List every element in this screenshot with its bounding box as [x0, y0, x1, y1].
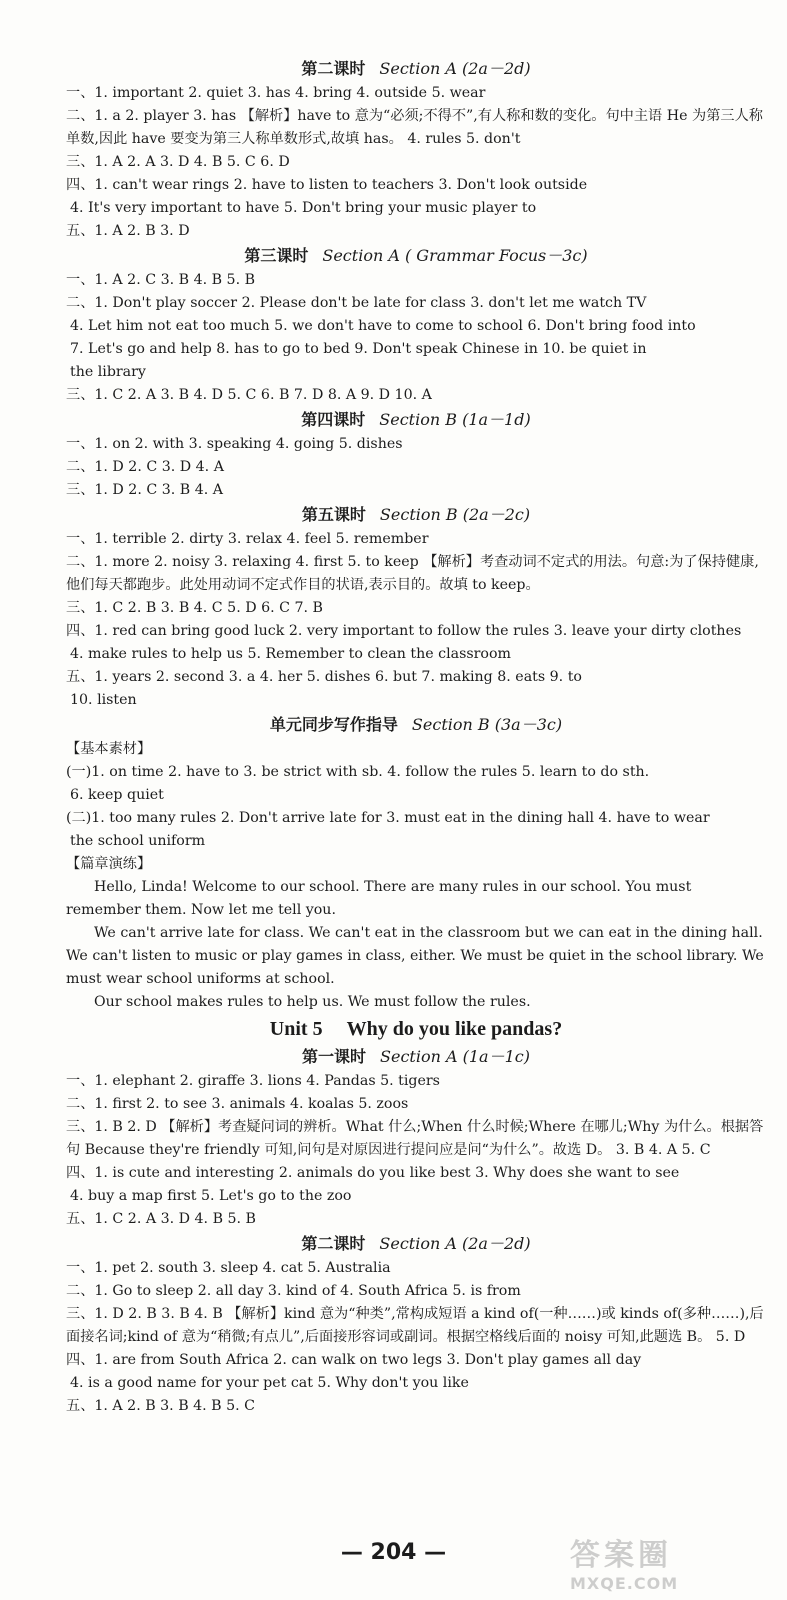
lesson-title: 第三课时: [244, 246, 309, 265]
lesson-title: 第二课时: [301, 1234, 366, 1253]
section-label: Section A (1a－1c): [380, 1047, 530, 1066]
answer-line: 五、1. A 2. B 3. B 4. B 5. C: [66, 1398, 256, 1414]
lesson-title: 第五课时: [301, 505, 366, 524]
essay-paragraph: Hello, Linda! Welcome to our school. There are many rules in our school. You must remember them. Now let me tell you.: [66, 879, 692, 918]
section-heading: [66, 1044, 766, 1070]
answer-line: 二、1. first 2. to see 3. animals 4. koalas 5. zoos: [66, 1096, 409, 1112]
lesson-title: 第四课时: [301, 410, 366, 429]
answer-line: 一、1. important 2. quiet 3. has 4. bring 4. outside 5. wear: [66, 85, 486, 101]
answer-line: 五、1. years 2. second 3. a 4. her 5. dishes 6. but 7. making 8. eats 9. to: [66, 669, 582, 685]
answer-line: 五、1. A 2. B 3. D: [66, 223, 190, 239]
section-label: Section B (1a－1d): [379, 410, 531, 429]
answer-line: 三、1. C 2. B 3. B 4. C 5. D 6. C 7. B: [66, 600, 323, 616]
answer-line: 二、1. D 2. C 3. D 4. A: [66, 459, 224, 475]
answer-line: 6. keep quiet: [70, 787, 164, 803]
answer-line: 7. Let's go and help 8. has to go to bed 9. Don't speak Chinese in 10. be quiet in: [70, 341, 647, 357]
answer-line: 10. listen: [70, 692, 137, 708]
section-label: Section A (2a－2d): [379, 59, 531, 78]
answer-line: 4. is a good name for your pet cat 5. Why don't you like: [70, 1375, 469, 1391]
answer-line: the school uniform: [70, 833, 206, 849]
lesson-title: 第一课时: [302, 1047, 367, 1066]
answer-line: 4. It's very important to have 5. Don't bring your music player to: [70, 200, 537, 216]
answer-line: 4. make rules to help us 5. Remember to clean the classroom: [70, 646, 511, 662]
section-heading: [66, 502, 766, 528]
answer-line: 四、1. is cute and interesting 2. animals do you like best 3. Why does she want to see: [66, 1165, 680, 1181]
answer-line: 二、1. Don't play soccer 2. Please don't be late for class 3. don't let me watch TV: [66, 295, 647, 311]
page-number: — 204 —: [340, 1540, 447, 1565]
answer-line: 一、1. pet 2. south 3. sleep 4. cat 5. Australia: [66, 1260, 391, 1276]
answer-content: [66, 56, 766, 1418]
section-label: Section B (3a－3c): [411, 715, 563, 734]
answer-line: the library: [70, 364, 146, 380]
answer-line: 【基本素材】: [66, 741, 152, 757]
answer-line: 三、1. A 2. A 3. D 4. B 5. C 6. D: [66, 154, 290, 170]
section-heading: [66, 712, 766, 738]
answer-line: 二、1. more 2. noisy 3. relaxing 4. first 5. to keep 【解析】考查动词不定式的用法。句意:为了保持健康,他们每天都跑步。此处用动词不定式作目的状语,表示目的。故填 to keep。: [66, 554, 759, 593]
unit-label: Unit 5: [269, 1018, 323, 1040]
lesson-title: 单元同步写作指导: [269, 715, 398, 734]
answer-line: 四、1. can't wear rings 2. have to listen to teachers 3. Don't look outside: [66, 177, 588, 193]
section-label: Section A (2a－2d): [379, 1234, 531, 1253]
answer-line: 三、1. D 2. B 3. B 4. B 【解析】kind 意为“种类”,常构成短语 a kind of(一种……)或 kinds of(多种……),后面接名词;kind of 意为“稍微;有点儿”,后面接形容词或副词。根据空格线后面的 noisy 可知,此题选 B。 5. D: [66, 1306, 764, 1345]
answer-line: 【篇章演练】: [66, 856, 152, 872]
answer-line: 二、1. Go to sleep 2. all day 3. kind of 4. South Africa 5. is from: [66, 1283, 521, 1299]
section-heading: [66, 243, 766, 269]
watermark-logo: 答案圈 MXQE.COM: [570, 1538, 679, 1593]
answer-line: 一、1. on 2. with 3. speaking 4. going 5. dishes: [66, 436, 403, 452]
essay-paragraph: Our school makes rules to help us. We must follow the rules.: [94, 994, 531, 1010]
answer-line: (二)1. too many rules 2. Don't arrive late for 3. must eat in the dining hall 4. have to wear: [66, 810, 710, 826]
unit-title: [66, 1014, 766, 1044]
answer-line: 4. buy a map first 5. Let's go to the zoo: [70, 1188, 352, 1204]
answer-line: (一)1. on time 2. have to 3. be strict with sb. 4. follow the rules 5. learn to do sth.: [66, 764, 650, 780]
answer-line: 一、1. terrible 2. dirty 3. relax 4. feel 5. remember: [66, 531, 429, 547]
answer-line: 三、1. B 2. D 【解析】考查疑问词的辨析。What 什么;When 什么时候;Where 在哪儿;Why 为什么。根据答句 Because they're friendly 可知,问句是对原因进行提问应是问“为什么”。故选 D。 3. B 4. A 5. C: [66, 1119, 764, 1158]
answer-line: 三、1. C 2. A 3. B 4. D 5. C 6. B 7. D 8. A 9. D 10. A: [66, 387, 432, 403]
answer-line: 一、1. A 2. C 3. B 4. B 5. B: [66, 272, 256, 288]
section-heading: [66, 56, 766, 82]
answer-line: 4. Let him not eat too much 5. we don't have to come to school 6. Don't bring food into: [70, 318, 696, 334]
unit-name: Why do you like pandas?: [346, 1018, 563, 1040]
answer-line: 四、1. red can bring good luck 2. very important to follow the rules 3. leave your dirty clothes: [66, 623, 742, 639]
section-heading: [66, 1231, 766, 1257]
answer-line: 四、1. are from South Africa 2. can walk on two legs 3. Don't play games all day: [66, 1352, 642, 1368]
section-label: Section B (2a－2c): [379, 505, 531, 524]
section-heading: [66, 407, 766, 433]
essay-paragraph: We can't arrive late for class. We can't eat in the classroom but we can eat in the dining hall. We can't listen to music or play games in class, either. We must be quiet in the school library. We must wear school uniforms at school.: [66, 925, 764, 987]
answer-line: 三、1. D 2. C 3. B 4. A: [66, 482, 223, 498]
section-label: Section A ( Grammar Focus－3c): [322, 246, 588, 265]
answer-line: 二、1. a 2. player 3. has 【解析】have to 意为“必须;不得不”,有人称和数的变化。句中主语 He 为第三人称单数,因此 have 要变为第三人称单数形式,故填 has。 4. rules 5. don't: [66, 108, 763, 147]
lesson-title: 第二课时: [301, 59, 366, 78]
answer-line: 一、1. elephant 2. giraffe 3. lions 4. Pandas 5. tigers: [66, 1073, 440, 1089]
answer-line: 五、1. C 2. A 3. D 4. B 5. B: [66, 1211, 256, 1227]
